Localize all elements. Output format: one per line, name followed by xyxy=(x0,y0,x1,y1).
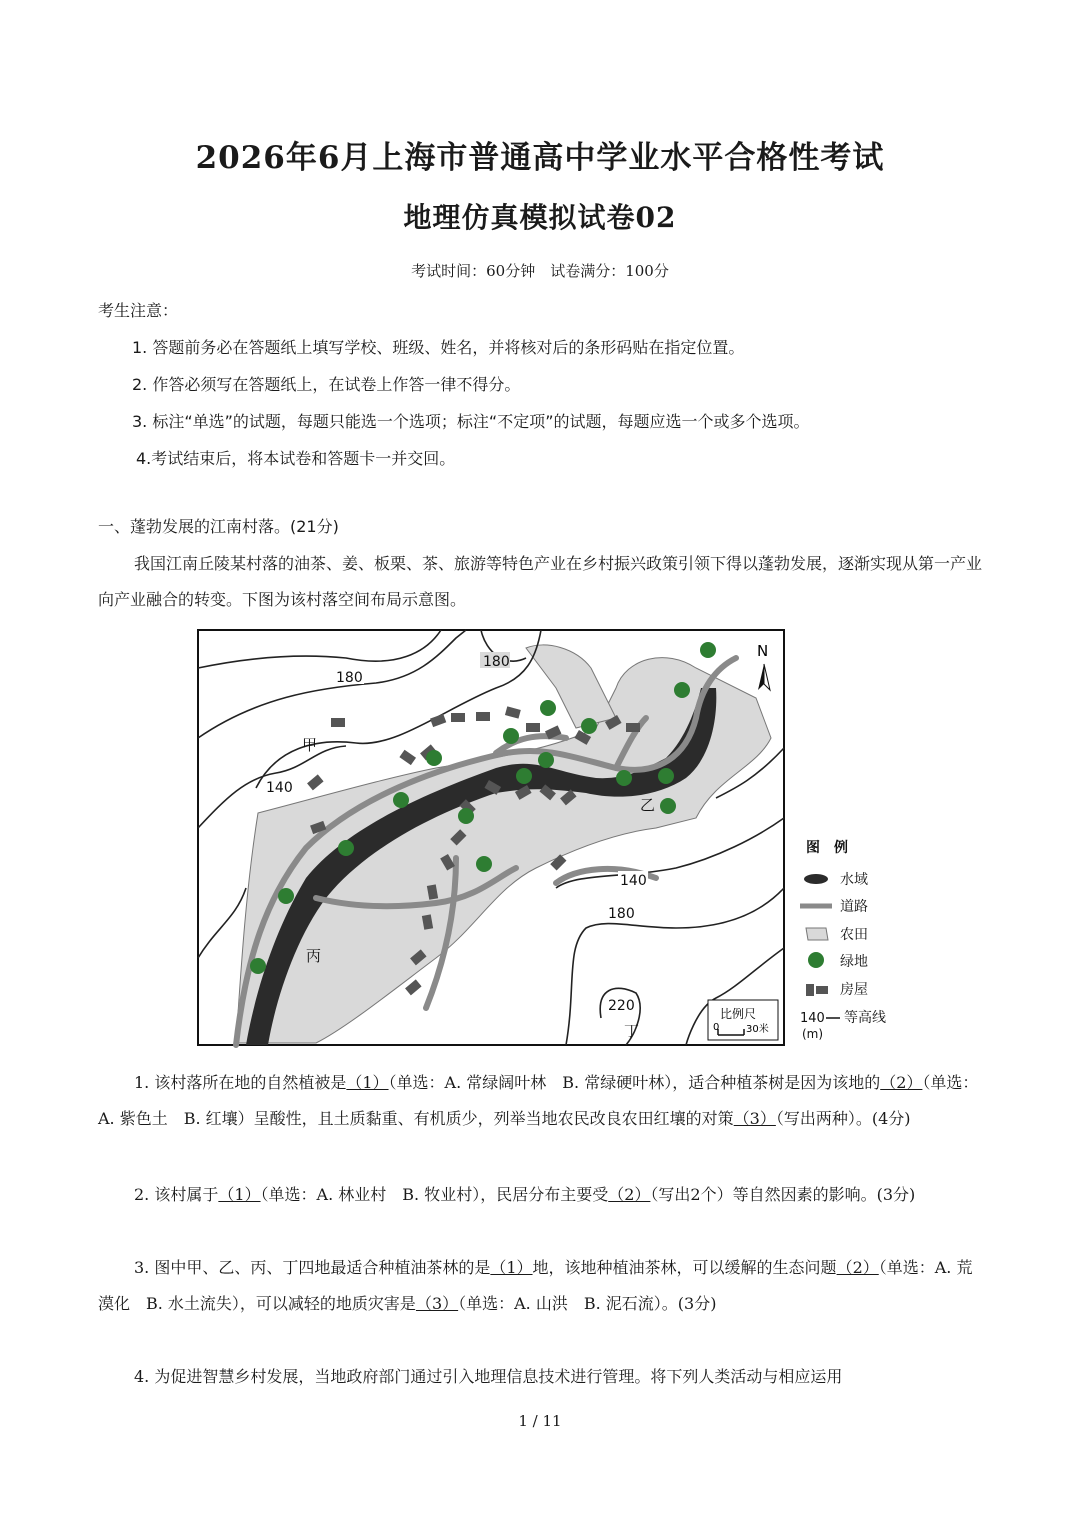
contour-label: 180 xyxy=(336,670,363,686)
scale-bar xyxy=(708,1000,778,1040)
question-4: 4. 为促进智慧乡村发展，当地政府部门通过引入地理信息技术进行管理。将下列人类活动与相应运用 xyxy=(134,1367,843,1386)
place-yi: 乙 xyxy=(640,796,656,814)
question-1: 1. 该村落所在地的自然植被是（1）（单选：A. 常绿阔叶林 B. 常绿硬叶林），适合种植茶树是因为该地的（2）（单选：A. 紫色土 B. 红壤）呈酸性，且土质黏重、有机质少，列举当地农民改良农田红壤的对策（3）（写出两种）。(4分) xyxy=(98,1073,979,1128)
legend-label: 等高线 xyxy=(844,1010,886,1026)
legend-contour-value: 140 xyxy=(800,1011,825,1026)
notice-item: 1. 答题前务必在答题纸上填写学校、班级、姓名，并将核对后的条形码贴在指定位置。 xyxy=(132,338,745,357)
legend-house-swatch xyxy=(806,984,814,996)
legend-label: 道路 xyxy=(840,899,868,915)
notice-item: 3. 标注“单选”的试题，每题只能选一个选项；标注“不定项”的试题，每题应选一个或多个选项。 xyxy=(132,412,810,431)
legend-label: 房屋 xyxy=(840,982,868,998)
contour-label: 140 xyxy=(620,873,647,889)
place-ding: 丁 xyxy=(624,1022,640,1040)
exam-subtitle: 地理仿真模拟试卷02 xyxy=(403,201,677,234)
contour-label: 180 xyxy=(483,654,510,670)
contour-label: 220 xyxy=(608,998,635,1014)
scale-label: 比例尺 xyxy=(720,1007,757,1021)
contour-label: 140 xyxy=(266,780,293,796)
exam-info: 考试时间：60分钟 试卷满分：100分 xyxy=(411,262,669,280)
map-legend xyxy=(800,839,886,1041)
legend-unit: (m) xyxy=(802,1027,824,1041)
section-heading: 一、蓬勃发展的江南村落。(21分) xyxy=(98,517,339,536)
place-bing: 丙 xyxy=(306,947,322,965)
notice-item: 2. 作答必须写在答题纸上，在试卷上作答一律不得分。 xyxy=(132,375,521,394)
legend-label: 农田 xyxy=(840,927,868,943)
page-number: 1 / 11 xyxy=(518,1412,562,1430)
section-intro: 我国江南丘陵某村落的油茶、姜、板栗、茶、旅游等特色产业在乡村振兴政策引领下得以蓬勃发展，逐渐实现从第一产业向产业融合的转变。下图为该村落空间布局示意图。 xyxy=(98,554,983,609)
legend-farmland-swatch xyxy=(806,928,828,940)
scale-value: 30米 xyxy=(746,1024,769,1035)
legend-label: 水域 xyxy=(840,872,868,888)
notice-heading: 考生注意： xyxy=(98,301,179,320)
legend-greenland-swatch xyxy=(808,952,824,968)
north-label: N xyxy=(757,642,769,660)
question-3: 3. 图中甲、乙、丙、丁四地最适合种植油茶林的是（1）地，该地种植油茶林，可以缓解的生态问题（2）（单选：A. 荒漠化 B. 水土流失），可以减轻的地质灾害是（3）（单选：A. 山洪 B. 泥石流）。(3分) xyxy=(98,1258,973,1313)
scale-zero: 0 xyxy=(713,1022,720,1033)
place-jia: 甲 xyxy=(302,736,318,754)
contour-label: 180 xyxy=(608,906,635,922)
notice-item: 4.考试结束后，将本试卷和答题卡一并交回。 xyxy=(136,449,456,468)
legend-water-swatch xyxy=(804,874,828,884)
legend-label: 绿地 xyxy=(840,954,868,970)
village-map xyxy=(196,628,896,1050)
village-map-svg xyxy=(196,628,896,1050)
legend-title: 图 例 xyxy=(806,840,848,856)
exam-title: 2026年6月上海市普通高中学业水平合格性考试 xyxy=(195,140,885,176)
question-2: 2. 该村属于（1）（单选：A. 林业村 B. 牧业村），民居分布主要受（2）（写出2个）等自然因素的影响。(3分) xyxy=(134,1185,916,1204)
